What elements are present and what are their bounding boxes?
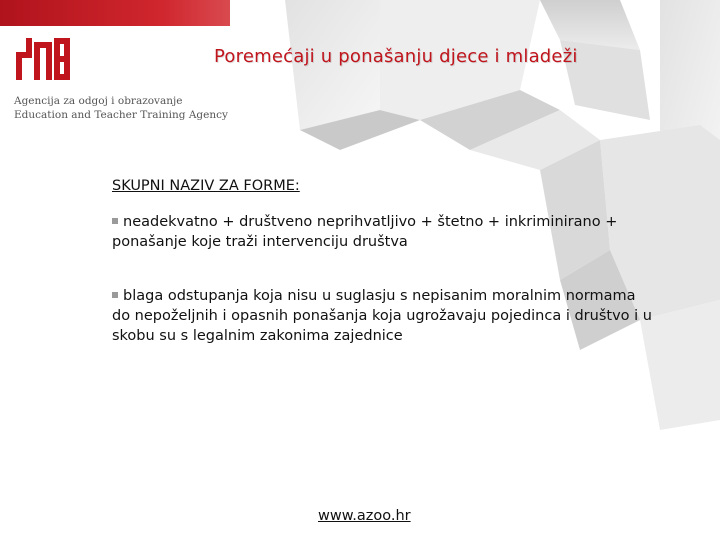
bullet-square-icon (112, 218, 118, 224)
content-heading: SKUPNI NAZIV ZA FORME: (112, 178, 300, 194)
bullet-square-icon (112, 292, 118, 298)
website-link[interactable]: www.azoo.hr (318, 508, 411, 524)
agency-name-croatian: Agencija za odgoj i obrazovanje (14, 95, 183, 107)
bullet-text-1: neadekvatno + društveno neprihvatljivo + štetno + inkriminirano + ponašanje koje traži intervenciju društva (112, 214, 618, 250)
bullet-text-2: blaga odstupanja koja nisu u suglasju s nepisanim moralnim normama do nepoželjnih i opasnih ponašanja koja ugrožavaju pojedinca i društvo i u skobu su s legalnim zakonima zajednice (112, 288, 652, 344)
slide-title: Poremećaji u ponašanju djece i mladeži (214, 46, 578, 67)
azoo-logo-icon (14, 38, 74, 82)
bullet-item-2 (112, 286, 652, 346)
bullet-item-1 (112, 212, 652, 252)
brand-color-bar (0, 0, 230, 26)
agency-name-english: Education and Teacher Training Agency (14, 109, 228, 121)
agency-name (14, 94, 228, 122)
slide-content (112, 176, 652, 380)
